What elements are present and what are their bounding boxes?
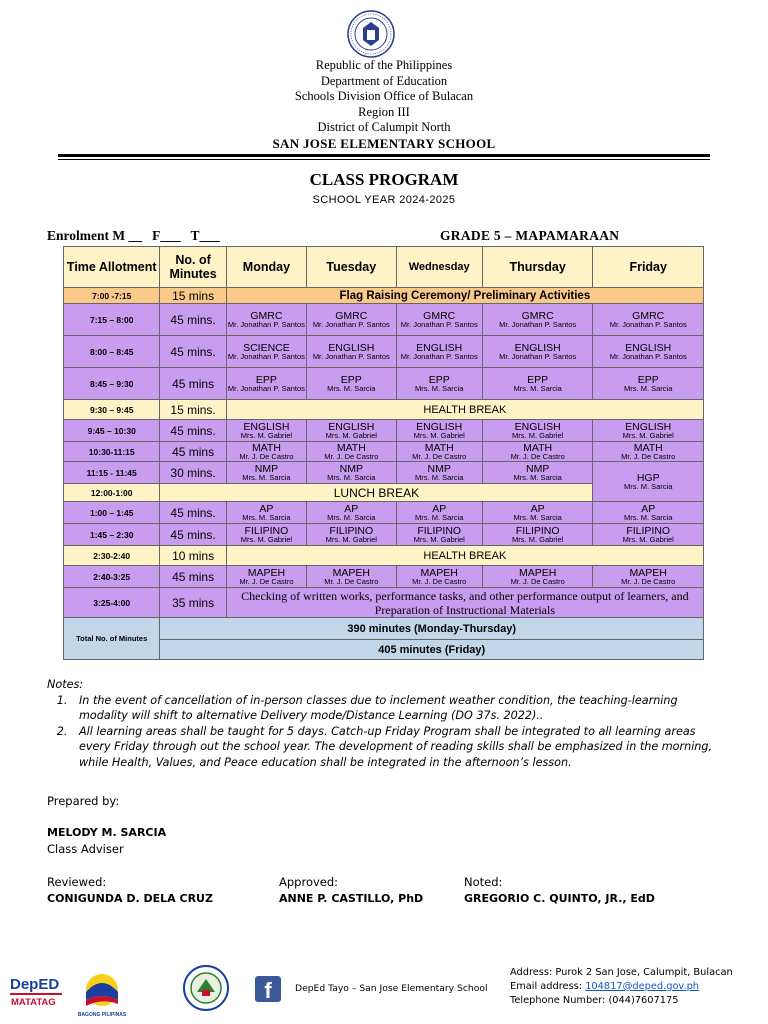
teacher-name: Mrs. M. Sarcia: [513, 472, 562, 482]
teacher-name: Mrs. M. Sarcia: [327, 512, 376, 522]
subject-cell: [482, 502, 593, 524]
subject-name: AP: [259, 502, 274, 515]
teacher-name: Mrs. M. Gabriel: [413, 430, 465, 440]
table-row: [64, 304, 704, 336]
table-row: [64, 368, 704, 400]
teacher-name: Mrs. M. Sarcia: [242, 512, 291, 522]
subject-cell: [396, 442, 482, 462]
teacher-name: Mr. J. De Castro: [412, 576, 467, 586]
minutes-cell: 35 mins: [160, 588, 226, 618]
totals-row: [64, 618, 704, 640]
reviewed-label: Reviewed:: [47, 875, 107, 889]
subject-cell: [482, 420, 593, 442]
contact-info: [510, 966, 733, 1008]
address-line: Address: Purok 2 San Jose, Calumpit, Bulacan: [510, 967, 733, 978]
table-row: [64, 400, 704, 420]
subject-cell: [593, 462, 704, 502]
subject-name: FILIPINO: [515, 524, 560, 537]
subject-cell: [226, 524, 306, 546]
subject-name: FILIPINO: [329, 524, 374, 537]
subject-name: ENGLISH: [328, 341, 375, 354]
column-header: Time Allotment: [64, 247, 160, 288]
note-item: 1. In the event of cancellation of in-person classes due to inclement weather condition, the teaching-learning modality will shift to alternative Delivery mode/Distance Learning (DO 37s. 2022)..: [71, 693, 727, 724]
subject-name: AP: [344, 502, 359, 515]
health-break-cell: HEALTH BREAK: [226, 400, 703, 420]
subject-cell: [307, 462, 396, 484]
class-program-table: [63, 246, 704, 660]
minutes-cell: 45 mins.: [160, 420, 226, 442]
teacher-name: Mr. Jonathan P. Santos: [609, 319, 687, 329]
subject-name: ENGLISH: [625, 420, 672, 433]
noted-label: Noted:: [464, 875, 503, 889]
flag-ceremony-cell: Flag Raising Ceremony/ Preliminary Activities: [226, 288, 703, 304]
subject-cell: [226, 462, 306, 484]
time-cell: 3:25-4:00: [64, 588, 160, 618]
subject-name: MAPEH: [420, 566, 458, 579]
subject-cell: [482, 566, 593, 588]
subject-cell: [396, 368, 482, 400]
time-cell: 9:45 – 10:30: [64, 420, 160, 442]
subject-name: FILIPINO: [626, 524, 671, 537]
totals-row: [64, 640, 704, 660]
subject-cell: [482, 368, 593, 400]
table-row: [64, 502, 704, 524]
column-header: Tuesday: [307, 247, 396, 288]
teacher-name: Mrs. M. Sarcia: [415, 512, 464, 522]
subject-cell: [396, 462, 482, 484]
teacher-name: Mrs. M. Gabriel: [622, 534, 674, 544]
deped-matatag-logo: [9, 969, 64, 1013]
teacher-name: Mrs. M. Gabriel: [512, 534, 564, 544]
teacher-name: Mrs. M. Gabriel: [512, 430, 564, 440]
subject-name: MAPEH: [518, 566, 557, 579]
subject-name: MATH: [336, 441, 366, 454]
subject-name: AP: [641, 502, 656, 515]
column-header: Thursday: [482, 247, 593, 288]
time-cell: 7:00 -7:15: [64, 288, 160, 304]
teacher-name: Mrs. M. Sarcia: [327, 472, 376, 482]
table-row: [64, 420, 704, 442]
subject-name: AP: [432, 502, 447, 515]
subject-cell: [226, 368, 306, 400]
subject-name: GMRC: [423, 309, 456, 322]
subject-cell: [307, 368, 396, 400]
subject-name: MATH: [523, 441, 553, 454]
health-break-cell: HEALTH BREAK: [226, 546, 703, 566]
column-header: Monday: [226, 247, 306, 288]
subject-cell: [396, 304, 482, 336]
letterhead-line: Republic of the Philippines: [315, 58, 453, 72]
header-divider-thin: [58, 159, 710, 160]
subject-name: ENGLISH: [416, 420, 463, 433]
teacher-name: Mrs. M. Gabriel: [240, 534, 293, 544]
bagong-pilipinas-logo: [75, 970, 129, 1018]
teacher-name: Mr. Jonathan P. Santos: [312, 319, 390, 329]
note-item: 2. All learning areas shall be taught for 5 days. Catch-up Friday Program shall be integrated to all learning areas every Friday through out the school year. The development of reading skills shall be emphasized in the morning, while Health, Values, and Peace education shall be integrated in the afternoon’s lesson.: [71, 724, 727, 771]
approved-label: Approved:: [279, 875, 339, 889]
school-name: SAN JOSE ELEMENTARY SCHOOL: [272, 135, 496, 151]
subject-cell: [307, 304, 396, 336]
email-link[interactable]: 104817@deped.gov.ph: [585, 981, 700, 992]
subject-cell: [593, 420, 704, 442]
activity-cell: Checking of written works, performance tasks, and other performance output of learners, and Preparation of Instructional Materials: [226, 588, 703, 618]
subject-cell: [396, 502, 482, 524]
teacher-name: Mr. J. De Castro: [510, 576, 565, 586]
subject-cell: [396, 420, 482, 442]
subject-name: MAPEH: [332, 566, 370, 579]
subject-cell: [226, 304, 306, 336]
prepared-by-name: MELODY M. SARCIA: [47, 826, 167, 839]
table-row: [64, 442, 704, 462]
time-cell: 9:30 – 9:45: [64, 400, 160, 420]
subject-name: EPP: [527, 373, 549, 386]
subject-name: FILIPINO: [244, 524, 289, 537]
subject-name: ENGLISH: [514, 420, 561, 433]
table-row: [64, 524, 704, 546]
subject-cell: [226, 336, 306, 368]
minutes-cell: 45 mins: [160, 442, 226, 462]
subject-cell: [593, 304, 704, 336]
subject-name: GMRC: [521, 309, 554, 322]
minutes-cell: 45 mins: [160, 566, 226, 588]
teacher-name: Mr. J. De Castro: [239, 576, 294, 586]
time-cell: 2:40-3:25: [64, 566, 160, 588]
email-line: Email address: 104817@deped.gov.ph: [510, 981, 700, 992]
notes-label: Notes:: [47, 678, 84, 691]
time-cell: 1:45 – 2:30: [64, 524, 160, 546]
subject-name: ENGLISH: [416, 341, 463, 354]
notes-section: [47, 677, 727, 770]
subject-name: ENGLISH: [625, 341, 672, 354]
subject-name: ENGLISH: [243, 420, 290, 433]
minutes-cell: 30 mins.: [160, 462, 226, 484]
prepared-by-label: Prepared by:: [47, 794, 120, 808]
time-cell: 12:00-1:00: [64, 484, 160, 502]
subject-name: ENGLISH: [328, 420, 375, 433]
total-minutes-label: Total No. of Minutes: [64, 618, 160, 660]
letterhead-line: Region III: [358, 104, 410, 119]
deped-logo-text: DepED: [10, 976, 60, 993]
teacher-name: Mrs. M. Sarcia: [415, 383, 464, 393]
subject-cell: [226, 420, 306, 442]
prepared-by-title: Class Adviser: [47, 842, 124, 856]
total-minutes-friday: 405 minutes (Friday): [160, 640, 704, 660]
teacher-name: Mr. Jonathan P. Santos: [400, 319, 478, 329]
teacher-name: Mr. J. De Castro: [510, 451, 565, 461]
letterhead: [0, 58, 768, 151]
subject-name: MATH: [633, 441, 663, 454]
teacher-name: Mr. J. De Castro: [412, 451, 467, 461]
subject-cell: [396, 336, 482, 368]
table-row: [64, 588, 704, 618]
teacher-name: Mr. J. De Castro: [324, 576, 379, 586]
noted-name: GREGORIO C. QUINTO, JR., EdD: [464, 892, 655, 905]
school-seal-logo: [183, 965, 229, 1011]
subject-cell: [593, 368, 704, 400]
subject-name: MAPEH: [247, 566, 286, 579]
subject-cell: [307, 524, 396, 546]
teacher-name: Mrs. M. Sarcia: [415, 472, 464, 482]
teacher-name: Mr. Jonathan P. Santos: [400, 351, 478, 361]
table-row: [64, 566, 704, 588]
teacher-name: Mr. Jonathan P. Santos: [312, 351, 390, 361]
subject-name: AP: [530, 502, 545, 515]
facebook-icon[interactable]: f: [255, 976, 281, 1002]
column-header: No. of Minutes: [160, 247, 226, 288]
subject-name: HGP: [636, 471, 660, 484]
minutes-cell: 15 mins.: [160, 400, 226, 420]
teacher-name: Mrs. M. Sarcia: [624, 481, 673, 491]
matatag-logo-text: MATATAG: [11, 997, 56, 1008]
subject-cell: [593, 502, 704, 524]
subject-name: FILIPINO: [417, 524, 462, 537]
subject-name: GMRC: [250, 309, 283, 322]
subject-cell: [482, 304, 593, 336]
subject-cell: [482, 524, 593, 546]
teacher-name: Mrs. M. Sarcia: [513, 383, 562, 393]
grade-section: GRADE 5 – MAPAMARAAN: [440, 228, 620, 243]
table-row: [64, 288, 704, 304]
teacher-name: Mr. Jonathan P. Santos: [499, 319, 577, 329]
subject-name: NMP: [254, 462, 279, 475]
minutes-cell: 15 mins: [160, 288, 226, 304]
time-cell: 2:30-2:40: [64, 546, 160, 566]
teacher-name: Mrs. M. Gabriel: [325, 534, 377, 544]
teacher-name: Mrs. M. Sarcia: [624, 383, 673, 393]
subject-name: MAPEH: [629, 566, 667, 579]
teacher-name: Mrs. M. Sarcia: [242, 472, 291, 482]
bagong-pilipinas-text: BAGONG PILIPINAS: [77, 1012, 127, 1018]
table-row: [64, 336, 704, 368]
table-row: [64, 546, 704, 566]
deped-seal-logo: [347, 10, 395, 58]
subject-cell: [226, 566, 306, 588]
teacher-name: Mr. Jonathan P. Santos: [499, 351, 577, 361]
subject-cell: [593, 336, 704, 368]
time-cell: 8:45 – 9:30: [64, 368, 160, 400]
minutes-cell: 45 mins.: [160, 336, 226, 368]
header-divider: [58, 154, 710, 157]
subject-cell: [307, 502, 396, 524]
teacher-name: Mrs. M. Gabriel: [325, 430, 377, 440]
subject-cell: [593, 442, 704, 462]
minutes-cell: 45 mins: [160, 368, 226, 400]
subject-name: NMP: [427, 462, 451, 475]
phone-line: Telephone Number: (044)7607175: [510, 995, 679, 1006]
subject-name: GMRC: [632, 309, 665, 322]
teacher-name: Mr. J. De Castro: [621, 576, 676, 586]
lunch-break-cell: LUNCH BREAK: [160, 484, 593, 502]
teacher-name: Mrs. M. Sarcia: [327, 383, 376, 393]
subject-name: ENGLISH: [514, 341, 561, 354]
subject-cell: [307, 442, 396, 462]
minutes-cell: 45 mins.: [160, 524, 226, 546]
time-cell: 8:00 – 8:45: [64, 336, 160, 368]
subject-cell: [226, 442, 306, 462]
enrolment-line: Enrolment M __ F___ T___: [47, 228, 220, 243]
table-row: [64, 462, 704, 484]
teacher-name: Mr. J. De Castro: [324, 451, 379, 461]
subject-cell: [482, 336, 593, 368]
subject-name: EPP: [428, 373, 450, 386]
teacher-name: Mr. J. De Castro: [239, 451, 294, 461]
subject-cell: [307, 566, 396, 588]
letterhead-line: Schools Division Office of Bulacan: [294, 89, 474, 103]
total-minutes-mon-thu: 390 minutes (Monday-Thursday): [160, 618, 704, 640]
teacher-name: Mr. Jonathan P. Santos: [227, 351, 305, 361]
subject-cell: [226, 502, 306, 524]
minutes-cell: 10 mins: [160, 546, 226, 566]
subject-cell: [593, 524, 704, 546]
school-year: SCHOOL YEAR 2024-2025: [312, 194, 456, 206]
letterhead-line: District of Calumpit North: [317, 120, 451, 134]
teacher-name: Mrs. M. Sarcia: [624, 512, 673, 522]
subject-name: EPP: [255, 373, 277, 386]
teacher-name: Mrs. M. Sarcia: [513, 512, 562, 522]
subject-name: GMRC: [335, 309, 368, 322]
subject-name: EPP: [637, 373, 659, 386]
time-cell: 11:15 - 11:45: [64, 462, 160, 484]
teacher-name: Mrs. M. Gabriel: [413, 534, 465, 544]
teacher-name: Mr. Jonathan P. Santos: [609, 351, 687, 361]
page-title: CLASS PROGRAM: [309, 170, 459, 189]
approved-name: ANNE P. CASTILLO, PhD: [279, 892, 424, 905]
teacher-name: Mr. J. De Castro: [621, 451, 676, 461]
teacher-name: Mrs. M. Gabriel: [240, 430, 293, 440]
subject-cell: [482, 442, 593, 462]
minutes-cell: 45 mins.: [160, 304, 226, 336]
letterhead-line: Department of Education: [320, 73, 448, 88]
column-header: Friday: [593, 247, 704, 288]
time-cell: 10:30-11:15: [64, 442, 160, 462]
subject-name: MATH: [424, 441, 454, 454]
subject-name: NMP: [339, 462, 363, 475]
subject-cell: [307, 420, 396, 442]
column-header: Wednesday: [396, 247, 482, 288]
subject-cell: [307, 336, 396, 368]
table-header-row: [64, 247, 704, 288]
subject-name: EPP: [340, 373, 362, 386]
teacher-name: Mr. Jonathan P. Santos: [227, 383, 305, 393]
time-cell: 7:15 – 8:00: [64, 304, 160, 336]
time-cell: 1:00 – 1:45: [64, 502, 160, 524]
subject-cell: [593, 566, 704, 588]
teacher-name: Mr. Jonathan P. Santos: [227, 319, 305, 329]
subject-name: MATH: [251, 441, 281, 454]
subject-cell: [482, 462, 593, 484]
subject-name: NMP: [525, 462, 550, 475]
subject-cell: [396, 524, 482, 546]
subject-name: SCIENCE: [243, 341, 290, 354]
reviewed-name: CONIGUNDA D. DELA CRUZ: [47, 892, 213, 905]
minutes-cell: 45 mins.: [160, 502, 226, 524]
subject-cell: [396, 566, 482, 588]
teacher-name: Mrs. M. Gabriel: [622, 430, 674, 440]
facebook-page-name[interactable]: DepEd Tayo – San Jose Elementary School: [295, 983, 488, 994]
